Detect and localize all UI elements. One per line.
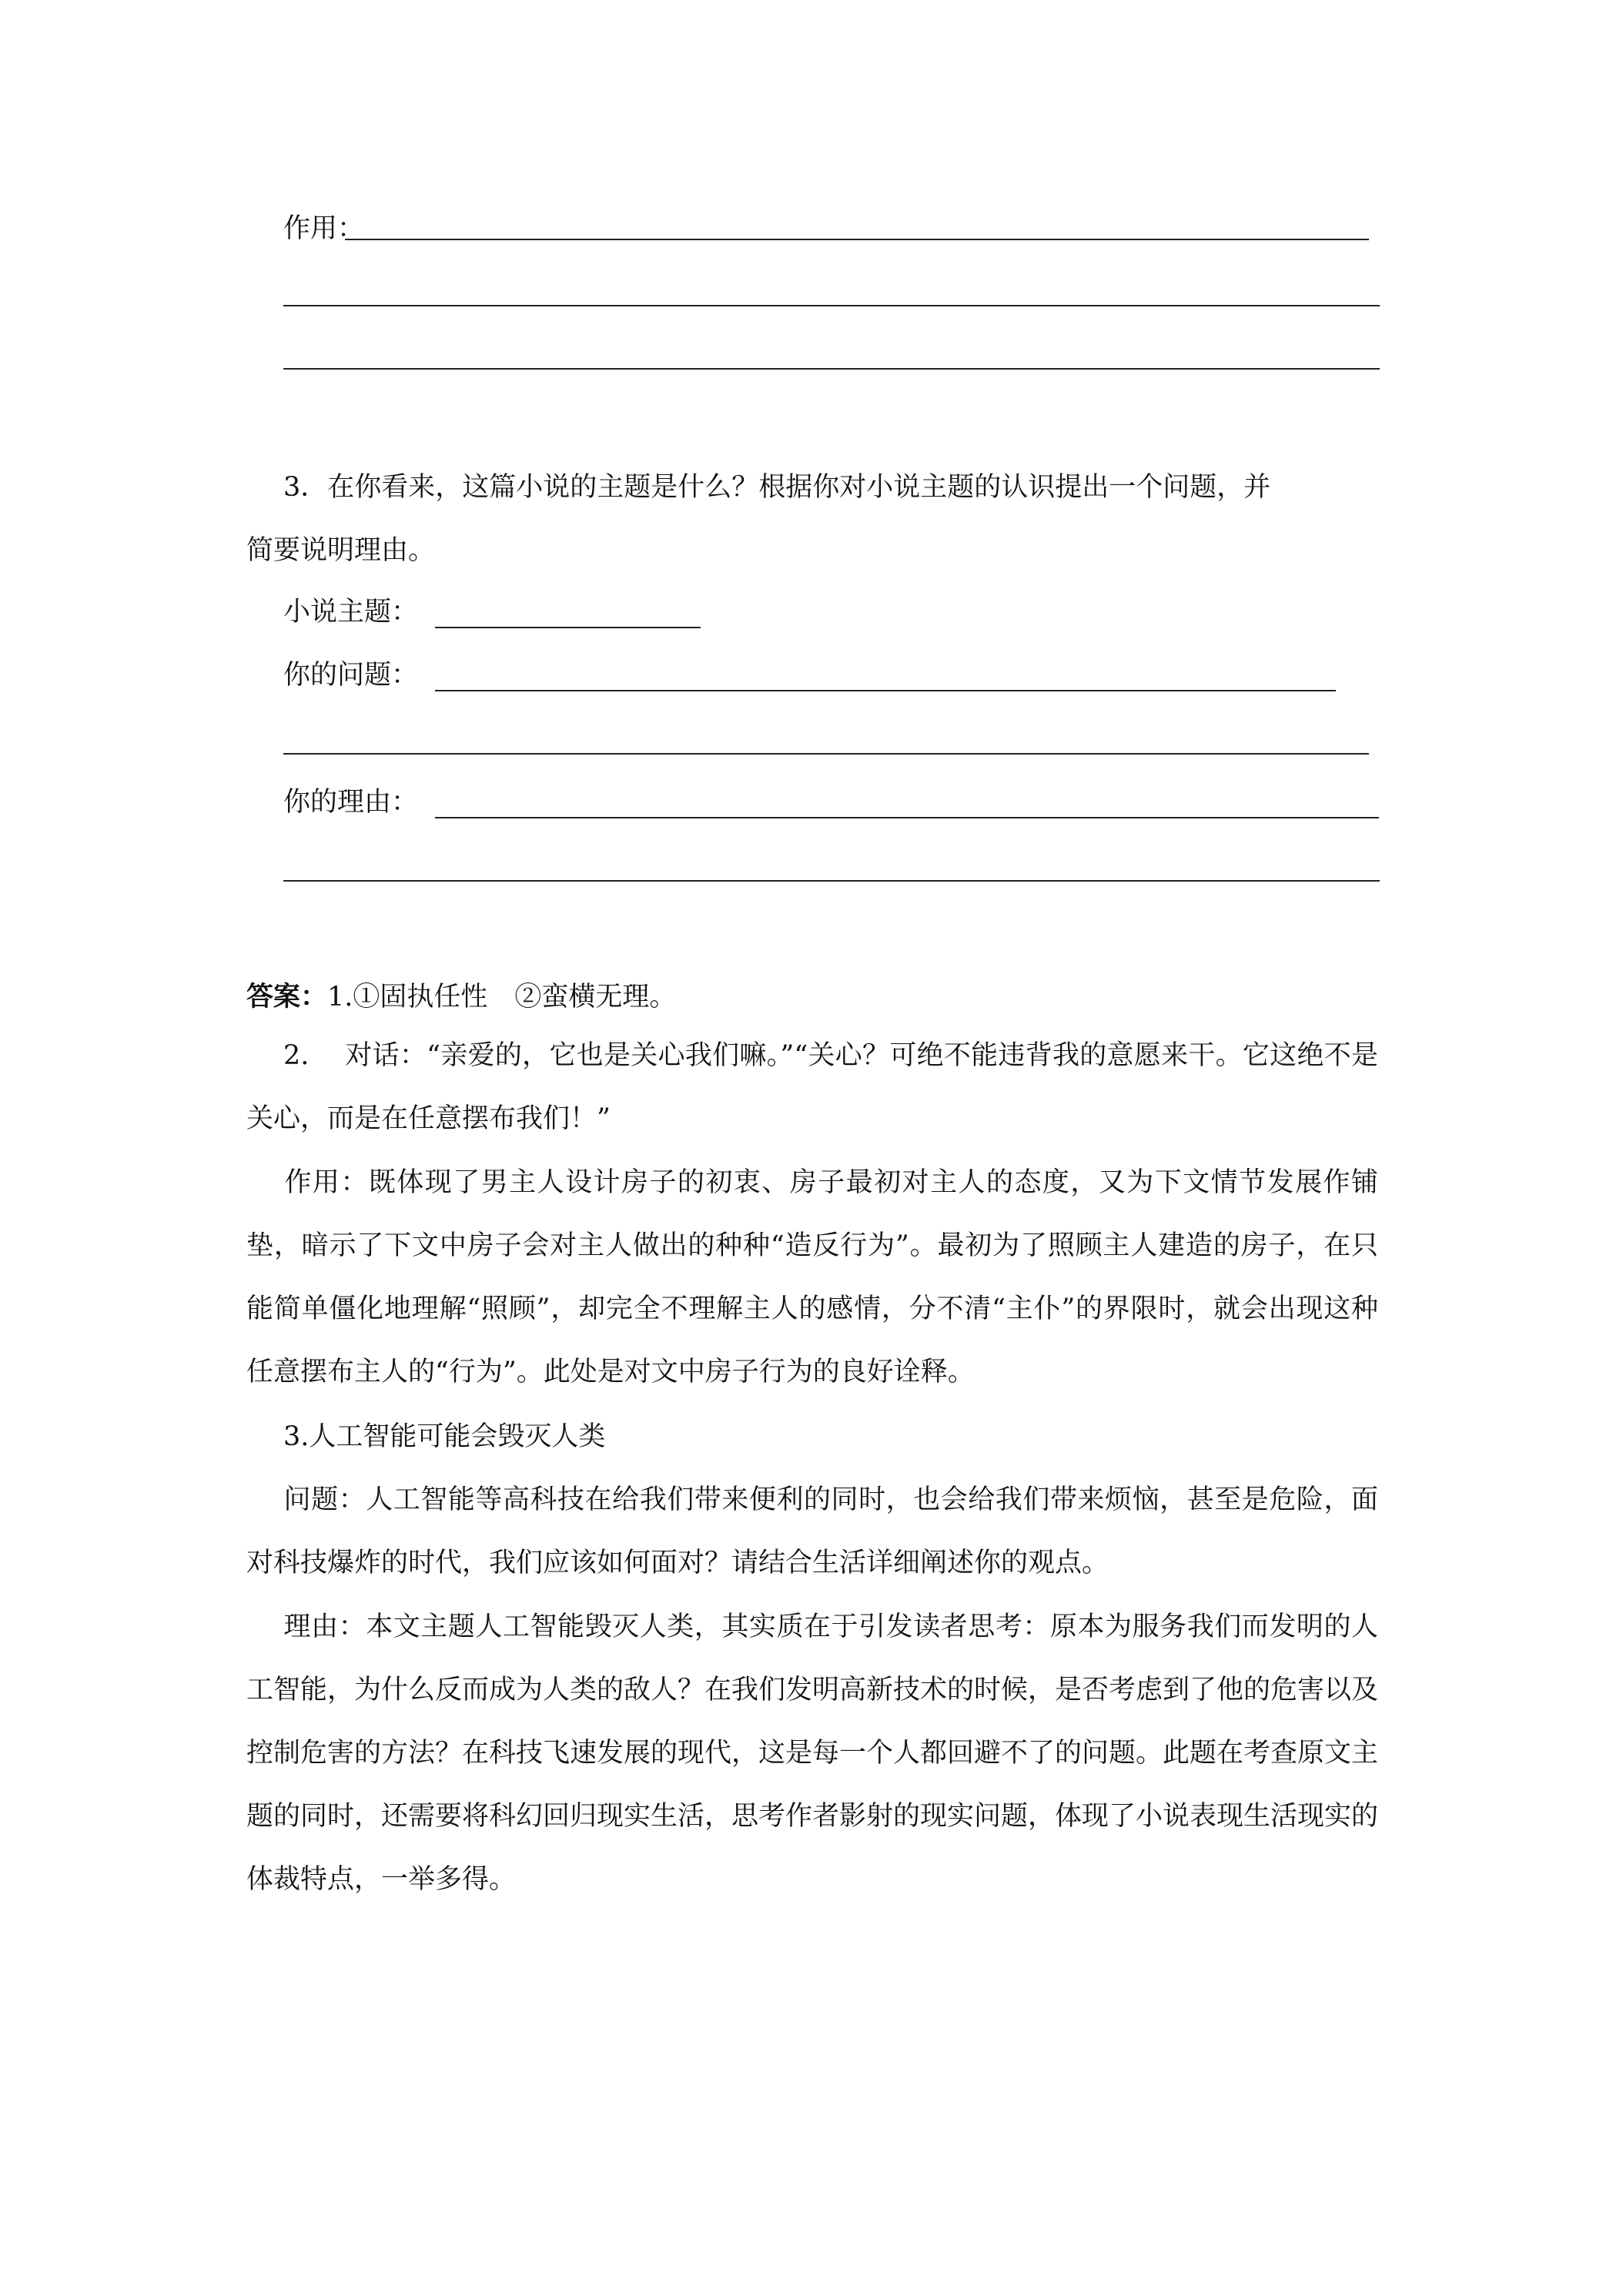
question-label: 你的问题： [283, 660, 419, 691]
effect-blank-line-2[interactable] [283, 305, 1380, 306]
answer-3-reason: 理由：本文主题人工智能毁灭人类，其实质在于引发读者思考：原本为服务我们而发明的人工智能，为什么反而成为人类的敌人？在我们发明高新技术的时候，是否考虑到了他的危害以及控制危害的方法？在科技飞速发展的现代，这是每一个人都回避不了的问题。此题在考查原文主题的同时，还需要将科幻回归现实生活，思考作者影射的现实问题，体现了小说表现生活现实的体裁特点，一举多得。 [246, 1612, 1379, 1895]
theme-label: 小说主题： [283, 597, 419, 628]
answer-3-theme: 3.人工智能可能会毁灭人类 [283, 1421, 606, 1452]
question-3-prompt-line-1: 3．在你看来，这篇小说的主题是什么？根据你对小说主题的认识提出一个问题，并 [283, 472, 1271, 503]
answer-3-question: 问题：人工智能等高科技在给我们带来便利的同时，也会给我们带来烦恼，甚至是危险，面对科技爆炸的时代，我们应该如何面对？请结合生活详细阐述你的观点。 [246, 1484, 1378, 1578]
question-blank-line-1[interactable] [435, 690, 1336, 691]
reason-blank-line-1[interactable] [435, 817, 1379, 818]
effect-blank-line-1[interactable] [345, 239, 1369, 240]
answers-heading: 答案： [246, 981, 328, 1012]
effect-label: 作用： [283, 213, 365, 244]
question-3-prompt-line-2: 简要说明理由。 [246, 535, 436, 566]
theme-blank-line[interactable] [435, 627, 701, 628]
reason-blank-line-2[interactable] [283, 880, 1380, 882]
answer-1-line [246, 978, 676, 1016]
reason-label: 你的理由： [283, 787, 419, 818]
answer-2-effect: 作用：既体现了男主人设计房子的初衷、房子最初对主人的态度，又为下文情节发展作铺垫，暗示了下文中房子会对主人做出的种种“造反行为”。最初为了照顾主人建造的房子，在只能简单僵化地理解“照顾”，却完全不理解主人的感情，分不清“主仆”的界限时，就会出现这种任意摆布主人的“行为”。此处是对文中房子行为的良好诠释。 [246, 1167, 1378, 1387]
question-blank-line-2[interactable] [283, 753, 1369, 755]
answer-2-dialogue: 2. 对话：“亲爱的，它也是关心我们嘛。”“关心？可绝不能违背我的意愿来干。它这绝不是关心，而是在任意摆布我们！” [246, 1040, 1378, 1134]
effect-blank-line-3[interactable] [283, 368, 1380, 370]
answer-1: 1.①固执任性 ②蛮横无理。 [327, 982, 677, 1012]
